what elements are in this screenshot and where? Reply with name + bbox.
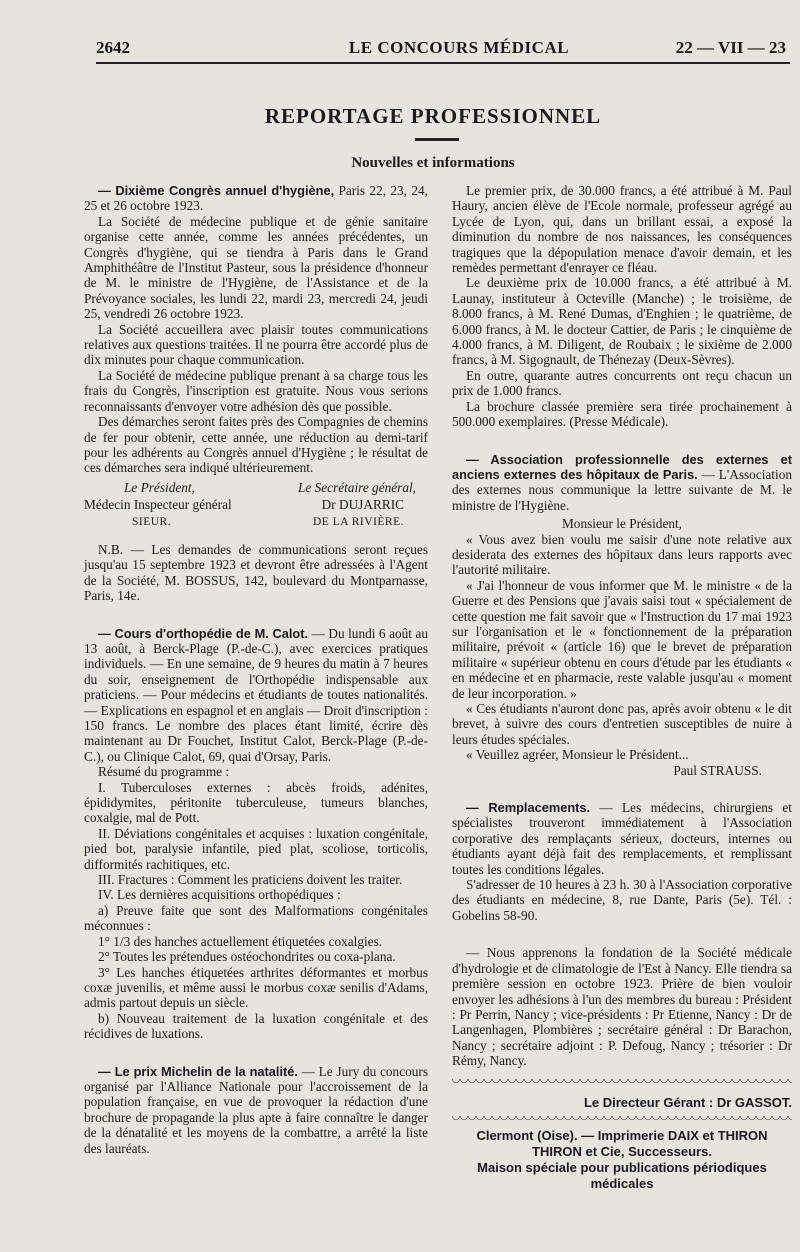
assoc-salutation: Monsieur le Président, (561, 516, 683, 532)
secretary-title: Dr DUJARRIC (321, 497, 404, 513)
assoc-intro: — L'Association des externes nous communique la lettre suivante de M. le ministre de l'Hygiène. (452, 466, 792, 513)
prix-paragraph-4: La brochure classée première sera tirée prochainement à 500.000 exemplaires. (Presse Médicale). (452, 398, 792, 430)
calot-item-3: III. Fractures : Comment les praticiens doivent les traiter. (98, 872, 403, 888)
signature-roles (84, 480, 428, 495)
remp-heading-paragraph (452, 800, 792, 877)
michelin-title: — Le prix Michelin de la natalité. (98, 1063, 298, 1079)
congres-paragraph-1: La Société de médecine publique et de génie sanitaire organise cette année, comme les années précédentes, un Congrès d'hygiène, qui se tiendra à Paris dans le Grand Amphithéâtre de l'Institut Pasteur, sous la présidence d'honneur de M. le ministre de l'Hygiène, de l'Assistance et de la Prévoyance sociales, les lundi 22, mardi 23, mercredi 24, jeudi 25, vendredi 26 octobre 1923. (84, 213, 428, 322)
nb-paragraph: N.B. — Les demandes de communications seront reçues jusqu'au 15 septembre 1923 et devront être adressées à l'Agent de la Société, M. BOSSUS, 142, boulevard du Montparnasse, Paris, 14e. (84, 541, 428, 604)
president-title: Médecin Inspecteur général (84, 497, 232, 513)
congres-paragraph-3: La Société de médecine publique prenant à sa charge tous les frais du Congrès, l'inscription est gratuite. Nous vous serions reconnaissants d'envoyer votre adhésion dès que possible. (84, 367, 428, 414)
prix-paragraph-3: En outre, quarante autres concurrents ont reçu chacun un prix de 1.000 francs. (452, 367, 792, 399)
calot-item-4a-2: 2° Toutes les prétendues ostéochondrites ou coxa-plana. (98, 949, 396, 965)
calot-intro: — Du lundi 6 août au 13 août, à Berck-Plage (P.-de-C.), avec exercices pratiques individuels. — En une semaine, de 9 heures du matin à 7 heures du soir, enseignement de l'Orthopédie indispensable aux praticiens. — Pour médecins et étudiants de toutes nationalités. — Explications en espagnol et en anglais — Droit d'inscription : 150 francs. Le nombre des places étant limité, écrire dès maintenant au Dr Fouchet, Institut Calot, Berck-Plage (P.-de-C.), ou Clinique Calot, 69, quai d'Orsay, Paris. (84, 625, 429, 764)
right-column (452, 183, 792, 1192)
printer-line-1: Clermont (Oise). — Imprimerie DAIX et THIRON (476, 1127, 768, 1143)
calot-item-2: II. Déviations congénitales et acquises : luxation congénitale, pied bot, paralysie infantile, pied plat, scoliose, torticolis, difformités rachitiques, etc. (84, 825, 428, 872)
section-subtitle: Nouvelles et informations (351, 155, 515, 171)
journal-name: LE CONCOURS MÉDICAL (348, 38, 570, 57)
issue-date: 22 — VII — 23 (675, 38, 786, 57)
calot-item-1: I. Tuberculoses externes : abcès froids, adénites, épididymites, péritonite tuberculeuse, tumeurs blanches, coxalgie, mal de Pott. (84, 779, 428, 826)
secretary-role: Le Secrétaire général, (297, 479, 416, 495)
assoc-heading-paragraph (452, 452, 792, 514)
calot-resume: Résumé du programme : (98, 764, 230, 780)
director-line: Le Directeur Gérant : Dr GASSOT. (583, 1094, 792, 1110)
nancy-paragraph: — Nous apprenons la fondation de la Société médicale d'hydrologie et de climatologie de l'Est à Nancy. Elle tiendra sa première session en octobre 1923. Prière de bien vouloir envoyer les adhésions à l'un des membres du bureau : Président : Pr Perrin, Nancy ; vice-présidents : Pr Etienne, Nancy : Dr de Langenhagen, Plombières ; secrétaire général : Dr Barachon, Nancy ; secrétaire adjoint : P. Defoug, Nancy ; trésorier : Dr Rémy, Nancy. (452, 945, 792, 1069)
remp-paragraph-2: S'adresser de 10 heures à 23 h. 30 à l'Association corporative des étudiants en médecine, 8, rue Dante, Paris (5e). Tél. : Gobelins 58-90. (452, 877, 792, 923)
page-number: 2642 (96, 38, 130, 57)
section-title: REPORTAGE PROFESSIONNEL (264, 104, 602, 128)
signature-names (84, 515, 428, 530)
congres-title: — Dixième Congrès annuel d'hygiène, (98, 183, 335, 198)
ornamental-rule (452, 1079, 792, 1089)
prix-paragraph-2: Le deuxième prix de 10.000 francs, a été attribué à M. Launay, instituteur à Octeville (Manche) ; le troisième, de 8.000 francs, à M. René Dumas, d'Enghien ; le quatrième, de 6.000 francs, à M. le docteur Cattier, de Paris ; le cinquième de 4.000 francs, à M. Diligent, de Roubaix ; le sixième de 2.000 francs, à M. Sigognault, de Thénezay (Deux-Sèvres). (452, 275, 792, 368)
assoc-letter-3: « Ces étudiants n'auront donc pas, après avoir obtenu « le dit brevet, à suivre des cours d'entretien susceptibles de nuire à leurs études spéciales. (452, 701, 792, 747)
assoc-title: — Association professionnelle des externes et anciens externes des hôpitaux de Paris. (452, 451, 792, 482)
signature-titles (84, 497, 428, 512)
assoc-letter-4: « Veuillez agréer, Monsieur le Président... (466, 747, 689, 763)
ornamental-rule-2 (452, 1116, 792, 1124)
prix-paragraph-1: Le premier prix, de 30.000 francs, a été attribué à M. Paul Haury, ancien élève de l'Ecole normale, professeur agrégé au Lycée de Lyon, qui, dans un brillant essai, a exposé la diminution du nombre de nos naissances, les conséquences tragiques que la dépopulation menace d'avoir demain, et les remèdes permettant d'enrayer ce fléau. (452, 183, 792, 276)
calot-item-4a: a) Preuve faite que sont des Malformations congénitales méconnues : (84, 902, 428, 934)
remp-intro: — Les médecins, chirurgiens et spécialistes trouveront immédiatement à l'Association corporative des remplaçants sérieux, docteurs, internes ou étudiants ayant déjà fait des remplacements, et remplissant toutes les conditions légales. (452, 800, 792, 877)
printer-line-2: THIRON et Cie, Successeurs. (532, 1143, 712, 1159)
president-role: Le Président, (124, 479, 195, 495)
title-rule (415, 138, 459, 141)
congres-heading-paragraph (84, 183, 428, 214)
left-column (84, 183, 428, 1156)
assoc-letter-2: « J'ai l'honneur de vous informer que M. le ministre « de la Guerre et des Pensions que j'avais saisi tout « spécialement de cette question me fait savoir que « l'Instruction du 17 mai 1923 sur l'organisation et le « fonctionnement de la préparation militaire, prévoit « (article 16) que le brevet de préparation militaire « supérieur obtenu en cours d'étude par les étudiants « en médecine et en pharmacie, reste valable jusqu'au « moment de leur incorporation. » (452, 577, 792, 701)
header-rule (96, 62, 790, 64)
calot-heading-paragraph (84, 626, 428, 765)
calot-item-4: IV. Les dernières acquisitions orthopédiques : (98, 887, 341, 903)
congres-paragraph-2: La Société accueillera avec plaisir toutes communications relatives aux questions traitées. Il ne pourra être accordé plus de dix minutes pour chaque communication. (84, 321, 428, 368)
president-name: SIEUR. (132, 515, 172, 528)
assoc-letter-1: « Vous avez bien voulu me saisir d'une note relative aux desiderata des externes des hôpitaux dans leurs rapports avec l'autorité militaire. (452, 531, 792, 578)
congres-paragraph-4: Des démarches seront faites près des Compagnies de chemins de fer pour obtenir, cette année, une réduction au demi-tarif pour les adhérents au Congrès annuel d'Hygiène ; le résultat de ces démarches sera indiqué ultérieurement. (84, 414, 428, 476)
remp-title: — Remplacements. (466, 800, 591, 816)
congres-dates: Paris 22, 23, 24, 25 et 26 octobre 1923. (84, 183, 428, 214)
calot-item-4a-3: 3° Les hanches étiquetées arthrites déformantes et morbus coxæ juvenilis, et même aussi le morbus coxæ senilis d'Adams, admis partout depuis un siècle. (84, 964, 428, 1011)
michelin-intro: — Le Jury du concours organisé par l'Alliance Nationale pour l'accroissement de la population française, en vue de provoquer la rédaction d'une brochure de propagande la plus apte à faire connaître le danger de la dénatalité et les moyens de la combattre, a arrêté la liste des lauréats. (84, 1063, 428, 1156)
calot-item-4a-1: 1° 1/3 des hanches actuellement étiquetées coxalgies. (98, 933, 383, 949)
secretary-name: DE LA RIVIÈRE. (312, 515, 404, 528)
michelin-heading-paragraph (84, 1064, 428, 1156)
calot-item-4b: b) Nouveau traitement de la luxation congénitale et des récidives de luxations. (84, 1010, 428, 1042)
running-header (96, 38, 786, 64)
printer-line-3: Maison spéciale pour publications périodiques médicales (477, 1159, 767, 1191)
assoc-signature: Paul STRAUSS. (673, 762, 762, 778)
calot-title: — Cours d'orthopédie de M. Calot. (98, 625, 309, 641)
